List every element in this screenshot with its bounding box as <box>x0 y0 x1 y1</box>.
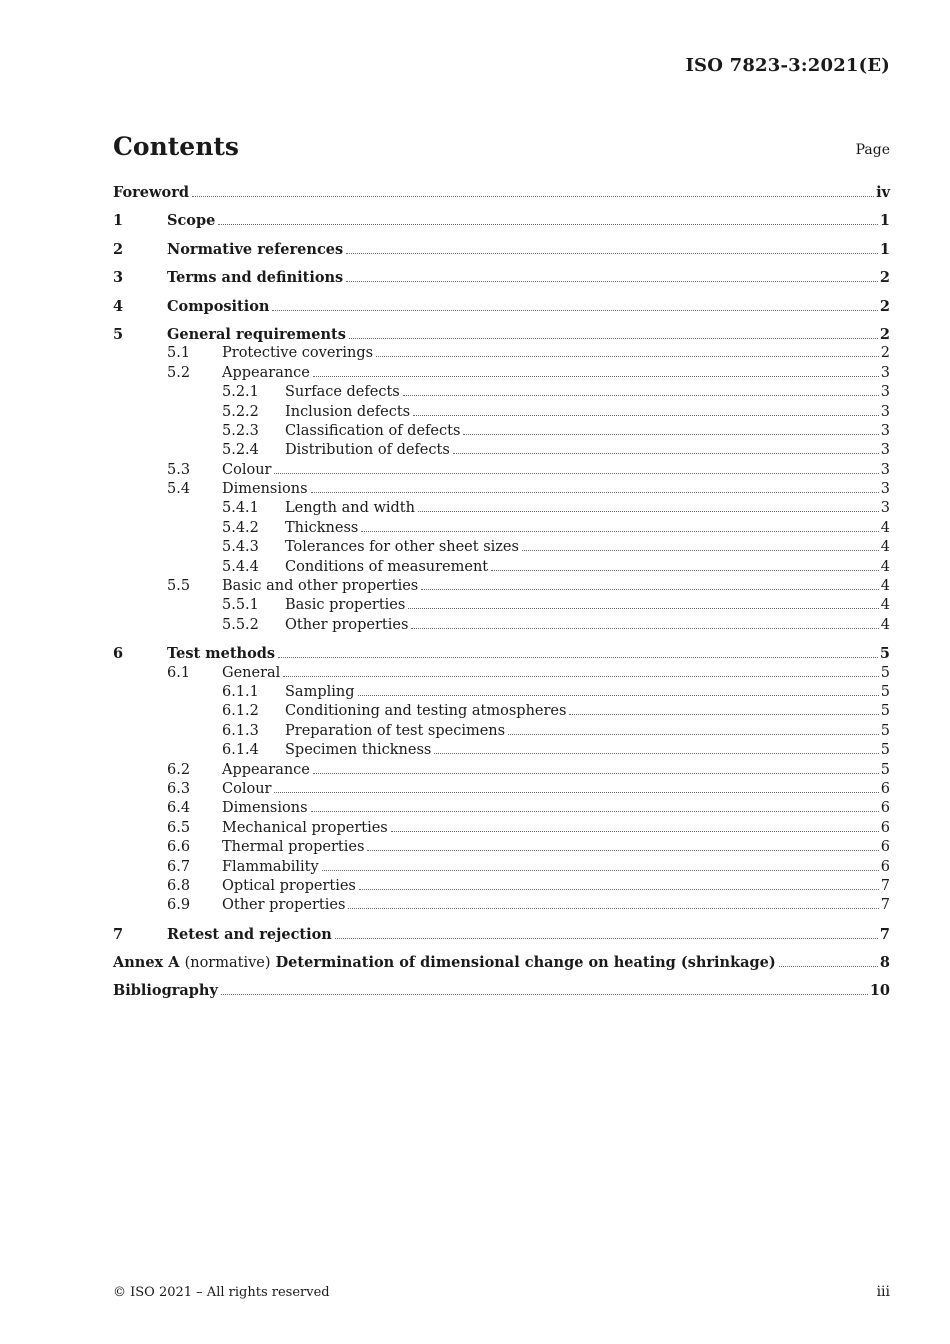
dot-leader <box>413 414 879 416</box>
toc-entry-number: 3 <box>113 269 124 287</box>
dot-leader <box>348 907 878 909</box>
toc-entry-page: 7 <box>879 925 890 943</box>
toc-entry-number: 6 <box>113 645 124 663</box>
toc-entry-title: Colour <box>222 461 272 478</box>
dot-leader <box>453 452 879 454</box>
toc-entry-colour-test[interactable] <box>113 781 890 800</box>
toc-entry-page: 7 <box>880 877 890 894</box>
table-of-contents <box>113 184 890 1002</box>
toc-entry-number: 2 <box>113 240 124 258</box>
toc-entry-title: Composition <box>167 297 270 315</box>
toc-entry-page: 3 <box>880 481 890 498</box>
toc-entry-page: 5 <box>879 645 890 663</box>
dot-leader <box>346 252 878 254</box>
toc-entry-mechanical-properties[interactable] <box>113 820 890 839</box>
toc-entry-page: 4 <box>880 558 890 575</box>
toc-entry-page: 3 <box>880 442 890 459</box>
dot-leader <box>418 510 879 512</box>
toc-entry-normative-references[interactable] <box>113 241 890 260</box>
toc-entry-title: Protective coverings <box>222 345 374 362</box>
toc-entry-bibliography[interactable] <box>113 982 890 1001</box>
toc-entry-title: Optical properties <box>222 877 356 894</box>
annex-type: (normative) <box>184 955 271 972</box>
toc-entry-number: 6.5 <box>167 819 191 836</box>
toc-entry-page: 8 <box>879 954 890 972</box>
toc-entry-title: Tolerances for other sheet sizes <box>285 539 519 556</box>
toc-entry-page: 5 <box>880 761 890 778</box>
toc-entry-preparation-of-test-specimens[interactable] <box>113 723 890 742</box>
dot-leader <box>508 733 879 735</box>
toc-entry-number: 6.3 <box>167 780 191 797</box>
toc-entry-page: 6 <box>880 780 890 797</box>
toc-entry-thickness[interactable] <box>113 520 890 539</box>
toc-entry-page: 3 <box>880 461 890 478</box>
toc-entry-basic-properties[interactable] <box>113 597 890 616</box>
toc-entry-retest-and-rejection[interactable] <box>113 926 890 945</box>
dot-leader <box>391 830 879 832</box>
toc-entry-page: 2 <box>879 269 890 287</box>
dot-leader <box>278 656 878 658</box>
toc-entry-number: 5.2 <box>167 364 191 381</box>
toc-entry-page: 4 <box>880 539 890 556</box>
dot-leader <box>221 993 868 995</box>
toc-entry-title: Dimensions <box>222 800 308 817</box>
toc-entry-page: 6 <box>880 858 890 875</box>
toc-entry-number: 5.4.1 <box>222 500 259 517</box>
toc-entry-general[interactable] <box>113 665 890 684</box>
dot-leader <box>274 472 878 474</box>
toc-entry-colour[interactable] <box>113 462 890 481</box>
toc-entry-page: 2 <box>879 297 890 315</box>
toc-entry-number: 4 <box>113 297 124 315</box>
toc-entry-title: General requirements <box>167 325 346 343</box>
toc-entry-title: Terms and definitions <box>167 269 344 287</box>
toc-entry-page: 6 <box>880 819 890 836</box>
toc-entry-number: 5.4.4 <box>222 558 259 575</box>
toc-entry-number: 5.2.2 <box>222 403 259 420</box>
toc-entry-title: General <box>222 664 281 681</box>
toc-entry-optical-properties[interactable] <box>113 878 890 897</box>
toc-entry-page: 4 <box>880 597 890 614</box>
dot-leader <box>311 810 879 812</box>
toc-entry-number: 5.4 <box>167 481 191 498</box>
toc-entry-number: 6.9 <box>167 897 191 914</box>
toc-entry-title: Basic and other properties <box>222 578 419 595</box>
annex-label: Annex A <box>113 954 180 972</box>
toc-entry-basic-and-other-properties[interactable] <box>113 578 890 597</box>
toc-entry-page: 4 <box>880 616 890 633</box>
toc-entry-title: Conditioning and testing atmospheres <box>285 703 567 720</box>
toc-entry-number: 6.4 <box>167 800 191 817</box>
toc-entry-title: Flammability <box>222 858 319 875</box>
dot-leader <box>359 888 879 890</box>
dot-leader <box>346 280 878 282</box>
toc-entry-number: 6.1.1 <box>222 683 259 700</box>
toc-entry-number: 5.3 <box>167 461 191 478</box>
toc-entry-number: 5.2.4 <box>222 442 259 459</box>
toc-entry-title: Classification of defects <box>285 422 461 439</box>
dot-leader <box>367 849 878 851</box>
toc-entry-page: 1 <box>879 212 890 230</box>
toc-entry-page: 4 <box>880 578 890 595</box>
toc-entry-scope[interactable] <box>113 212 890 231</box>
toc-entry-title: Surface defects <box>285 384 400 401</box>
toc-entry-page: 3 <box>880 500 890 517</box>
toc-entry-number: 5.2.1 <box>222 384 259 401</box>
dot-leader <box>522 549 879 551</box>
annex-title: Determination of dimensional change on heating (shrinkage) <box>275 954 776 972</box>
dot-leader <box>272 309 877 311</box>
dot-leader <box>779 965 878 967</box>
toc-entry-title: Sampling <box>285 683 355 700</box>
toc-entry-title: Inclusion defects <box>285 403 411 420</box>
toc-entry-general-requirements[interactable] <box>113 326 890 345</box>
toc-entry-dimensions[interactable] <box>113 481 890 500</box>
toc-entry-composition[interactable] <box>113 298 890 317</box>
toc-entry-title: Retest and rejection <box>167 925 332 943</box>
toc-entry-page: iv <box>876 184 890 201</box>
toc-entry-page: 3 <box>880 364 890 381</box>
contents-heading: Contents <box>113 132 240 161</box>
dot-leader <box>313 772 879 774</box>
toc-entry-title: Colour <box>222 780 272 797</box>
toc-entry-page: 5 <box>880 722 890 739</box>
toc-entry-page: 3 <box>880 384 890 401</box>
toc-entry-number: 7 <box>113 925 124 943</box>
toc-entry-number: 6.1 <box>167 664 191 681</box>
toc-entry-page: 2 <box>879 325 890 343</box>
toc-entry-number: 5.4.3 <box>222 539 259 556</box>
toc-entry-page: 5 <box>880 742 890 759</box>
toc-entry-dimensions-test[interactable] <box>113 800 890 819</box>
toc-entry-title: Other properties <box>285 616 409 633</box>
toc-entry-foreword[interactable] <box>113 184 890 203</box>
toc-entry-number: 6.1.4 <box>222 742 259 759</box>
toc-entry-tolerances-for-other-sheet-sizes[interactable] <box>113 539 890 558</box>
toc-entry-page: 5 <box>880 664 890 681</box>
toc-entry-number: 5 <box>113 325 124 343</box>
toc-entry-sampling[interactable] <box>113 684 890 703</box>
dot-leader <box>421 588 879 590</box>
dot-leader <box>313 375 879 377</box>
toc-entry-title: Normative references <box>167 240 344 258</box>
toc-entry-number: 5.5.1 <box>222 597 259 614</box>
toc-entry-annex-a[interactable] <box>113 954 890 973</box>
toc-entry-number: 5.4.2 <box>222 519 259 536</box>
toc-entry-number: 5.5 <box>167 578 191 595</box>
toc-entry-page: 6 <box>880 800 890 817</box>
dot-leader <box>463 433 878 435</box>
dot-leader <box>569 713 878 715</box>
toc-entry-specimen-thickness[interactable] <box>113 742 890 761</box>
toc-entry-title: Thermal properties <box>222 839 365 856</box>
dot-leader <box>311 491 879 493</box>
page-number: iii <box>876 1284 890 1300</box>
toc-entry-title <box>113 954 776 971</box>
toc-entry-number: 5.2.3 <box>222 422 259 439</box>
toc-entry-conditions-of-measurement[interactable] <box>113 559 890 578</box>
toc-entry-page: 3 <box>880 422 890 439</box>
toc-entry-title: Appearance <box>222 364 310 381</box>
dot-leader <box>491 569 879 571</box>
toc-entry-title: Preparation of test specimens <box>285 722 506 739</box>
dot-leader <box>411 627 878 629</box>
dot-leader <box>434 752 878 754</box>
dot-leader <box>403 394 879 396</box>
toc-entry-number: 5.1 <box>167 345 191 362</box>
toc-entry-page: 5 <box>880 683 890 700</box>
dot-leader <box>349 337 878 339</box>
dot-leader <box>274 791 878 793</box>
toc-entry-title: Bibliography <box>113 982 218 1000</box>
dot-leader <box>408 607 878 609</box>
toc-entry-length-and-width[interactable] <box>113 500 890 519</box>
toc-entry-page: 6 <box>880 839 890 856</box>
dot-leader <box>335 937 878 939</box>
toc-entry-title: Test methods <box>167 645 276 663</box>
toc-entry-number: 6.1.2 <box>222 703 259 720</box>
toc-entry-title: Foreword <box>113 184 189 201</box>
dot-leader <box>283 675 878 677</box>
toc-entry-number: 5.5.2 <box>222 616 259 633</box>
toc-entry-page: 7 <box>880 897 890 914</box>
copyright-notice: © ISO 2021 – All rights reserved <box>113 1285 330 1300</box>
toc-entry-title: Dimensions <box>222 481 308 498</box>
document-id: ISO 7823-3:2021(E) <box>685 55 890 76</box>
toc-entry-flammability[interactable] <box>113 859 890 878</box>
toc-entry-title: Specimen thickness <box>285 742 432 759</box>
dot-leader <box>358 694 879 696</box>
toc-entry-protective-coverings[interactable] <box>113 345 890 364</box>
toc-entry-title: Length and width <box>285 500 415 517</box>
toc-entry-title: Thickness <box>285 519 359 536</box>
toc-entry-other-properties[interactable] <box>113 617 890 636</box>
toc-entry-number: 6.2 <box>167 761 191 778</box>
toc-entry-number: 6.1.3 <box>222 722 259 739</box>
toc-entry-page: 3 <box>880 403 890 420</box>
toc-entry-number: 1 <box>113 212 124 230</box>
dot-leader <box>218 223 878 225</box>
toc-entry-title: Basic properties <box>285 597 406 614</box>
toc-entry-title: Scope <box>167 212 216 230</box>
toc-entry-thermal-properties[interactable] <box>113 839 890 858</box>
toc-entry-inclusion-defects[interactable] <box>113 404 890 423</box>
dot-leader <box>376 355 879 357</box>
toc-entry-conditioning-and-testing-atmospheres[interactable] <box>113 703 890 722</box>
toc-entry-other-properties-test[interactable] <box>113 897 890 916</box>
toc-entry-title: Conditions of measurement <box>285 558 489 575</box>
toc-entry-surface-defects[interactable] <box>113 384 890 403</box>
toc-entry-page: 10 <box>869 982 890 1000</box>
toc-entry-page: 5 <box>880 703 890 720</box>
dot-leader <box>322 869 879 871</box>
dot-leader <box>192 195 874 197</box>
toc-entry-page: 1 <box>879 240 890 258</box>
toc-entry-page: 4 <box>880 519 890 536</box>
toc-entry-number: 6.6 <box>167 839 191 856</box>
toc-entry-test-methods[interactable] <box>113 645 890 664</box>
toc-entry-appearance-test[interactable] <box>113 762 890 781</box>
page-column-label: Page <box>855 142 890 158</box>
toc-entry-title: Distribution of defects <box>285 442 450 459</box>
toc-entry-title: Mechanical properties <box>222 819 388 836</box>
toc-entry-number: 6.7 <box>167 858 191 875</box>
toc-entry-classification-of-defects[interactable] <box>113 423 890 442</box>
toc-entry-terms-and-definitions[interactable] <box>113 269 890 288</box>
toc-entry-title: Appearance <box>222 761 310 778</box>
toc-entry-appearance[interactable] <box>113 365 890 384</box>
toc-entry-distribution-of-defects[interactable] <box>113 442 890 461</box>
dot-leader <box>361 530 878 532</box>
toc-entry-page: 2 <box>880 345 890 362</box>
toc-entry-title: Other properties <box>222 897 346 914</box>
toc-entry-number: 6.8 <box>167 877 191 894</box>
